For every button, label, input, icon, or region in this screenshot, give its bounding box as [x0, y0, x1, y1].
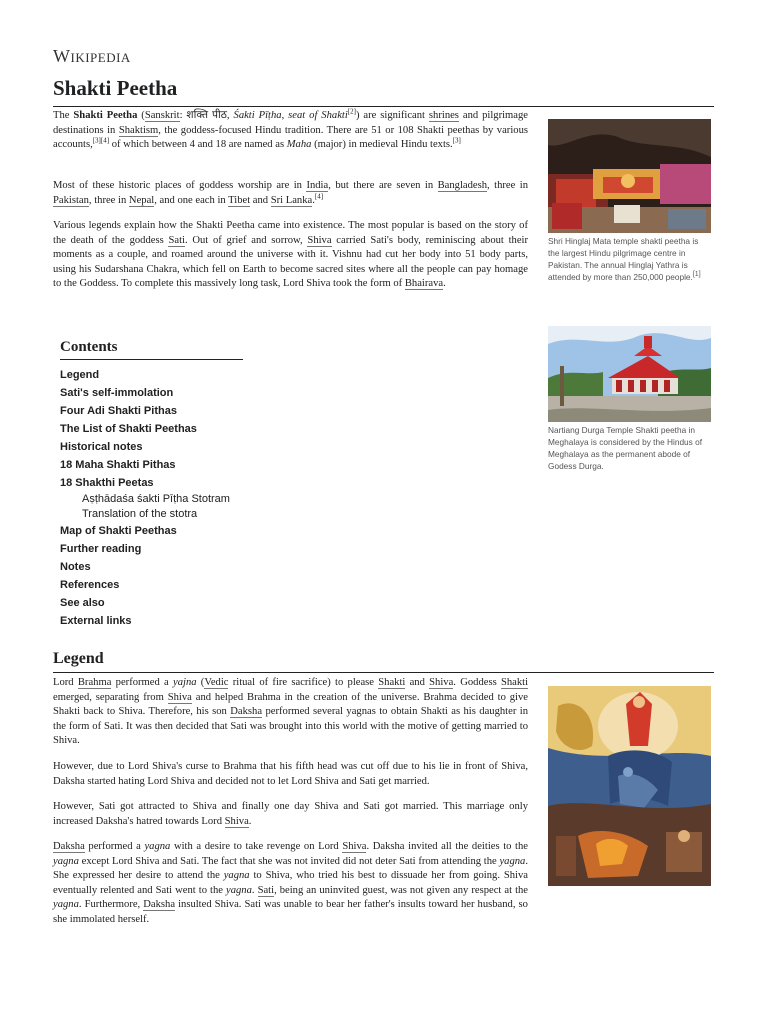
link-sanskrit[interactable]: Sanskrit: [144, 110, 180, 121]
link-bhairava[interactable]: Bhairava: [404, 278, 444, 289]
table-of-contents: [60, 339, 250, 630]
link-daksha[interactable]: Daksha: [143, 899, 176, 910]
link-tibet[interactable]: Tibet: [228, 194, 251, 206]
toc-item-shakthi-peetas[interactable]: 18 Shakthi Peetas: [60, 477, 154, 489]
citation[interactable]: [2]: [347, 107, 356, 116]
hinglaj-temple-image[interactable]: [548, 119, 711, 233]
legend-divider: [53, 672, 714, 673]
toc-item-see-also[interactable]: See also: [60, 597, 105, 609]
figure-legend-painting: [548, 686, 711, 886]
figure-nartiang: [548, 326, 711, 472]
section-heading-legend: Legend: [53, 650, 104, 667]
figure-hinglaj: [548, 119, 711, 283]
link-sati[interactable]: Sati: [257, 884, 275, 896]
legend-paragraph-3: However, Sati got attracted to Shiva and finally one day Shiva and Sati got married. This marriage only increased Daksha's hatred towards Lord Shiva.: [53, 801, 528, 827]
toc-item-maha-pithas[interactable]: 18 Maha Shakti Pithas: [60, 459, 176, 471]
citation[interactable]: [3][4]: [92, 136, 110, 145]
toc-item-adi-pithas[interactable]: Four Adi Shakti Pithas: [60, 405, 177, 417]
link-nepal[interactable]: Nepal: [128, 194, 155, 206]
toc-item-further-reading[interactable]: Further reading: [60, 543, 142, 555]
link-india[interactable]: India: [306, 180, 329, 191]
toc-item-self-immolation[interactable]: Sati's self-immolation: [60, 387, 174, 399]
toc-item-list[interactable]: The List of Shakti Peethas: [60, 423, 197, 435]
intro-paragraph-2: Most of these historic places of goddess worship are in India, but there are seven in Bangladesh, three in Pakistan, three in Nepal, and one each in Tibet and Sri Lanka.[4]: [53, 180, 529, 206]
link-pakistan[interactable]: Pakistan: [53, 194, 89, 206]
legend-paragraph-1: Lord Brahma performed a yajna (Vedic ritual of fire sacrifice) to please Shakti and Shiva. Goddess Shakti emerged, separating from Shiva and helped Brahma in the creation of the universe. Brahma decided to give Shakti back to Shiva. Therefore, his son Daksha performed several yagnas to obtain Shakti as his daughter in the form of Sati. It was then decided that Sati was brought into this world with the motive of getting married to Shiva.: [53, 677, 529, 746]
title-divider: [53, 106, 714, 107]
link-daksha[interactable]: Daksha: [230, 706, 263, 717]
hinglaj-caption: Shri Hinglaj Mata temple shakti peetha is the largest Hindu pilgrimage centre in Pakistan. The annual Hinglaj Yathra is attended by more than 250,000 people.[1]: [548, 236, 701, 282]
link-shiva[interactable]: Shiva: [224, 815, 249, 827]
link-shiva[interactable]: Shiva: [307, 234, 332, 246]
nartiang-caption: Nartiang Durga Temple Shakti peetha in Meghalaya is considered by the Hindus of Meghalaya as the permanent abode of Godess Durga.: [548, 425, 703, 471]
toc-item-historical-notes[interactable]: Historical notes: [60, 441, 143, 453]
page-title: Shakti Peetha: [53, 76, 178, 100]
toc-item-notes[interactable]: Notes: [60, 561, 91, 573]
citation[interactable]: [3]: [452, 136, 461, 145]
link-shaktism[interactable]: Shaktism: [118, 124, 159, 136]
link-shiva[interactable]: Shiva: [342, 841, 367, 852]
link-shakti[interactable]: Shakti: [378, 677, 406, 688]
nartiang-temple-image[interactable]: [548, 326, 711, 422]
toc-item-legend[interactable]: Legend: [60, 369, 100, 381]
toc-item-map[interactable]: Map of Shakti Peethas: [60, 525, 177, 537]
legend-paragraph-2: However, due to Lord Shiva's curse to Brahma that his fifth head was cut off due to his lie in front of Shiva, Daksha started hating Lord Shiva and decided not to let Lord Shiva and Sati get married.: [53, 761, 528, 787]
toc-item-external-links[interactable]: External links: [60, 615, 132, 627]
intro-paragraph-1: The Shakti Peetha (Sanskrit: शक्ति पीठ, Śakti Pīṭha, seat of Shakti[2]) are significant shrines and pilgrimage destinations in Shaktism, the goddess-focused Hindu tradition. There are 51 or 108 Shakti peethas by various accounts,[3][4] of which between 4 and 18 are named as Maha (major) in medieval Hindu texts.[3]: [53, 107, 528, 150]
link-shrines[interactable]: shrines: [428, 110, 459, 121]
link-daksha[interactable]: Daksha: [53, 841, 85, 852]
toc-item-translation[interactable]: Translation of the stotra: [82, 508, 198, 520]
citation[interactable]: [4]: [314, 191, 324, 200]
link-shiva[interactable]: Shiva: [429, 677, 454, 688]
toc-item-stotram[interactable]: Aṣṭhādaśa śakti Pīṭha Stotram: [82, 493, 230, 505]
link-shiva[interactable]: Shiva: [167, 691, 192, 703]
toc-item-references[interactable]: References: [60, 579, 120, 591]
link-sati[interactable]: Sati: [168, 234, 185, 246]
citation[interactable]: [1]: [692, 271, 701, 279]
toc-heading: Contents: [60, 339, 243, 360]
wikipedia-wordmark[interactable]: Wikipedia: [53, 46, 131, 66]
intro-paragraph-3: Various legends explain how the Shakti Peetha came into existence. The most popular is based on the story of the death of the goddess Sati. Out of grief and sorrow, Shiva carried Sati's body, reminiscing about their moments as a couple, and roamed around the universe with it. Vishnu had cut her body into 51 body parts, using his Sudarshana Chakra, which fell on Earth to become sacred sites where all the people can pay homage to the Goddess. To complete this massively long task, Lord Shiva took the form of Bhairava.: [53, 220, 529, 289]
link-sri-lanka[interactable]: Sri Lanka: [270, 194, 313, 206]
legend-paragraph-4: Daksha performed a yagna with a desire to take revenge on Lord Shiva. Daksha invited all the deities to the yagna except Lord Shiva and Sati. The fact that she was not invited did not deter Sati from attending the yagna. She expressed her desire to attend the yagna to Shiva, who tried his best to dissuade her from going. Shiva eventually relented and Sati went to the yagna. Sati, being an uninvited guest, was not given any respect at the yagna. Furthermore, Daksha insulted Shiva. Sati was unable to bear her father's insults toward her husband, so she immolated herself.: [53, 841, 529, 925]
link-bangladesh[interactable]: Bangladesh: [437, 180, 488, 191]
legend-painting-image[interactable]: [548, 686, 711, 886]
link-brahma[interactable]: Brahma: [77, 677, 112, 688]
link-vedic[interactable]: Vedic: [204, 677, 229, 688]
link-shakti[interactable]: Shakti: [500, 677, 529, 688]
